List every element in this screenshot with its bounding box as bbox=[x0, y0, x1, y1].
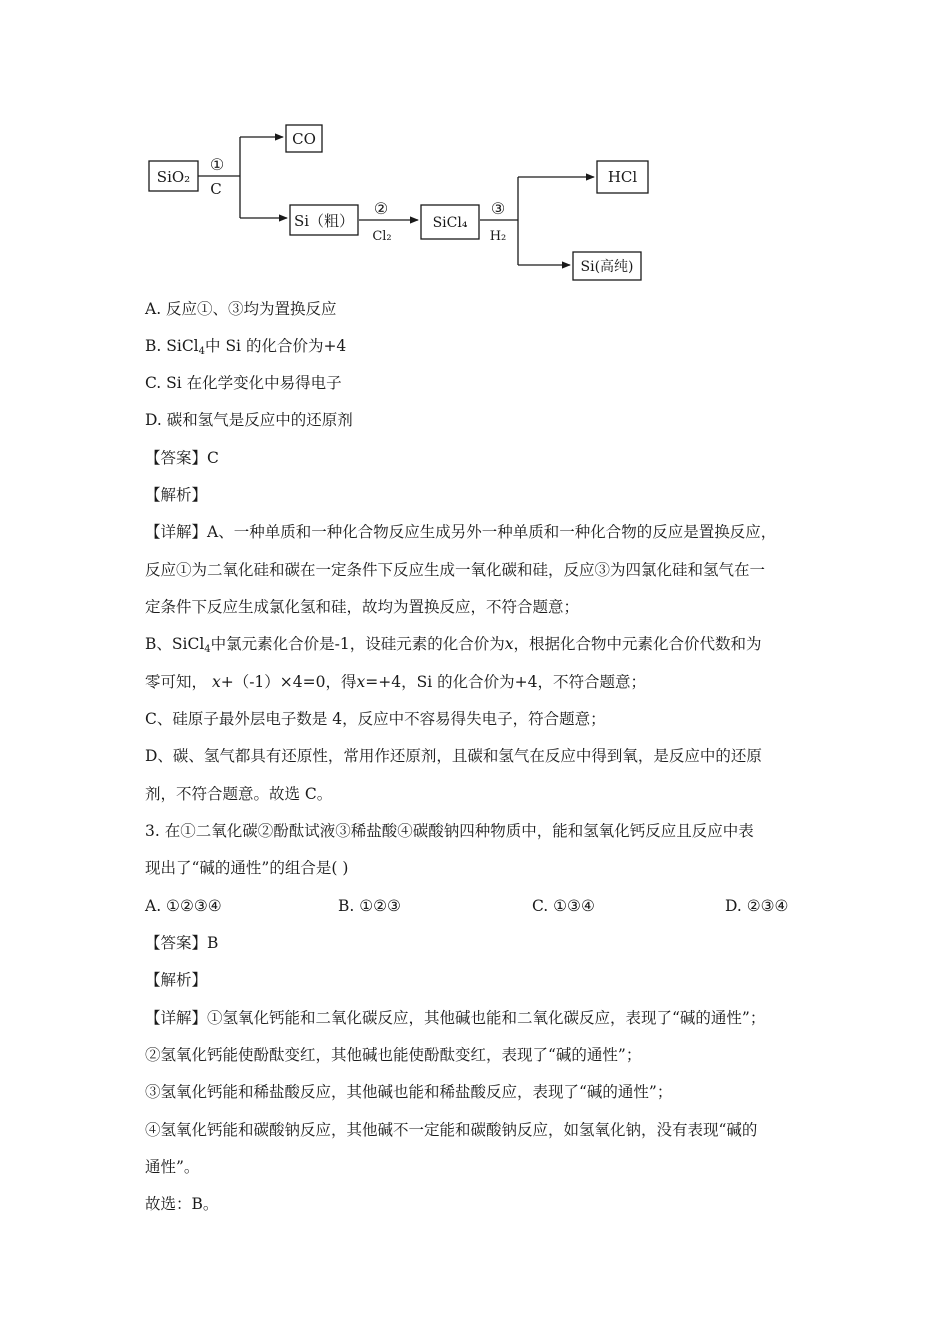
q2-detail-3: 定条件下反应生成氯化氢和硅，故均为置换反应，不符合题意； bbox=[145, 598, 580, 616]
q3-detail-1: 【详解】①氢氧化钙能和二氧化碳反应，其他碱也能和二氧化碳反应，表现了“碱的通性”； bbox=[145, 1009, 766, 1027]
step2-reagent: Cl₂ bbox=[372, 229, 392, 244]
q2-option-b: B. SiCl$_4$中 Si 的化合价为+4 bbox=[145, 337, 347, 357]
q2-detail-8: 剂，不符合题意。故选 C。 bbox=[145, 785, 333, 803]
q3-detail-3: ③氢氧化钙能和稀盐酸反应，其他碱也能和稀盐酸反应，表现了“碱的通性”； bbox=[145, 1083, 673, 1101]
q2-detail-7: D、碳、氢气都具有还原性，常用作还原剂，且碳和氢气在反应中得到氧，是反应中的还原 bbox=[145, 747, 762, 765]
label-si-pure: Si(高纯) bbox=[580, 259, 634, 275]
q2-detail-4: B、SiCl$_4$中氯元素化合价是-1，设硅元素的化合价为x，根据化合物中元素化合价代数和为 bbox=[145, 635, 762, 655]
q3-detail-2: ②氢氧化钙能使酚酞变红，其他碱也能使酚酞变红，表现了“碱的通性”； bbox=[145, 1046, 642, 1064]
label-si-crude: Si（粗） bbox=[293, 212, 355, 230]
q3-detail-4: ④氢氧化钙能和碳酸钠反应，其他碱不一定能和碳酸钠反应，如氢氧化钠，没有表现“碱的 bbox=[145, 1121, 758, 1139]
step3-number: ③ bbox=[490, 199, 506, 218]
q2-detail-6: C、硅原子最外层电子数是 4，反应中不容易得失电子，符合题意； bbox=[145, 710, 606, 728]
label-co: CO bbox=[292, 130, 316, 148]
label-hcl: HCl bbox=[607, 168, 638, 186]
step3-reagent: H₂ bbox=[489, 229, 507, 244]
q3-option-a: A. ①②③④ bbox=[145, 897, 222, 915]
q2-option-c: C. Si 在化学变化中易得电子 bbox=[145, 374, 342, 392]
q2-detail-2: 反应①为二氧化硅和碳在一定条件下反应生成一氧化碳和硅，反应③为四氯化硅和氢气在一 bbox=[145, 561, 766, 579]
q2-detail-5: 零可知， x+（-1）×4=0，得x=+4，Si 的化合价为+4，不符合题意； bbox=[145, 673, 646, 691]
reaction-flow-diagram bbox=[0, 0, 950, 300]
label-sio2: SiO₂ bbox=[156, 168, 191, 186]
q2-option-d: D. 碳和氢气是反应中的还原剂 bbox=[145, 411, 353, 429]
q3-stem-line-1: 3. 在①二氧化碳②酚酞试液③稀盐酸④碳酸钠四种物质中，能和氢氧化钙反应且反应中表 bbox=[145, 822, 754, 840]
q3-option-c: C. ①③④ bbox=[532, 897, 595, 915]
label-sicl4: SiCl₄ bbox=[432, 215, 468, 231]
q3-option-b: B. ①②③ bbox=[338, 897, 401, 915]
q3-option-d: D. ②③④ bbox=[725, 897, 789, 915]
q3-detail-5: 通性”。 bbox=[145, 1158, 200, 1176]
q2-option-a: A. 反应①、③均为置换反应 bbox=[145, 300, 337, 318]
q3-stem-line-2: 现出了“碱的通性”的组合是( ) bbox=[145, 859, 349, 877]
step1-number: ① bbox=[209, 155, 225, 174]
q2-detail-1: 【详解】A、一种单质和一种化合物反应生成另外一种单质和一种化合物的反应是置换反应， bbox=[145, 523, 777, 541]
q3-final-choice: 故选：B。 bbox=[145, 1195, 219, 1213]
q2-analysis-heading: 【解析】 bbox=[145, 486, 208, 504]
step2-number: ② bbox=[373, 199, 389, 218]
q3-answer: 【答案】B bbox=[145, 934, 219, 952]
q3-analysis-heading: 【解析】 bbox=[145, 971, 208, 989]
step1-reagent: C bbox=[210, 180, 222, 198]
q2-answer: 【答案】C bbox=[145, 449, 219, 467]
